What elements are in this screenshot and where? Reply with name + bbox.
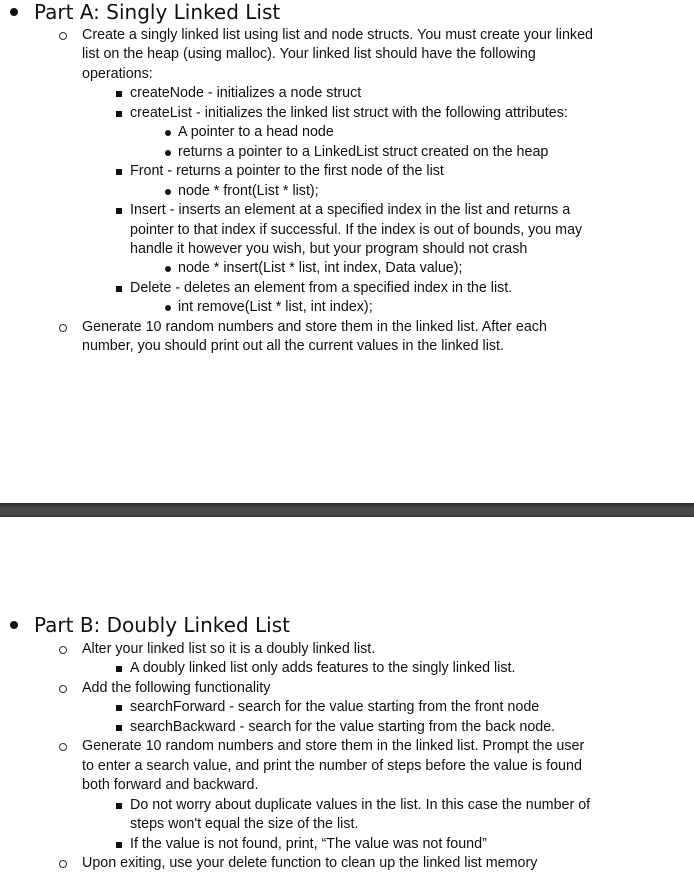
list-item-text: Delete - deletes an element from a specified index in the list. <box>130 279 513 296</box>
page-part-b <box>0 517 694 893</box>
list-item-line <box>130 815 358 835</box>
list-item-text: Add the following functionality <box>82 679 271 696</box>
list-item-line <box>130 84 361 104</box>
list-item-text: both forward and backward. <box>82 777 259 794</box>
list-item-line <box>130 162 444 182</box>
list-item-text: searchBackward - search for the value starting from the back node. <box>130 718 556 735</box>
square-bullet-icon <box>116 803 122 809</box>
list-item-line <box>82 854 537 874</box>
list-item-line <box>82 45 536 65</box>
square-bullet-icon <box>116 725 122 731</box>
list-item-line <box>82 776 258 796</box>
list-item-text: node * insert(List * list, int index, Data value); <box>178 260 463 277</box>
list-item-text: Upon exiting, use your delete function to clean up the linked list memory <box>82 854 538 871</box>
list-item-line <box>130 718 555 738</box>
square-bullet-icon <box>116 91 122 97</box>
list-item-text: If the value is not found, print, “The value was not found” <box>130 835 487 852</box>
list-item-text: Insert - inserts an element at a specified index in the list and returns a <box>130 202 571 219</box>
square-bullet-icon <box>116 842 122 848</box>
list-item-text: operations: <box>82 65 153 82</box>
bullet-icon <box>10 8 18 16</box>
square-bullet-icon <box>116 286 122 292</box>
list-item-line <box>82 26 593 46</box>
square-bullet-icon <box>116 208 122 214</box>
hollow-circle-bullet-icon <box>59 860 67 868</box>
list-item-text: node * front(List * list); <box>178 182 319 199</box>
bullet-icon <box>165 150 171 156</box>
part-a-heading-text: Part A: Singly Linked List <box>34 0 281 24</box>
hollow-circle-bullet-icon <box>59 32 67 40</box>
list-item-line <box>178 259 463 279</box>
bullet-icon <box>165 305 171 311</box>
list-item-line <box>82 757 582 777</box>
list-item-line <box>130 835 487 855</box>
list-item-text: Create a singly linked list using list and node structs. You must create your linked <box>82 27 593 43</box>
list-item-text: returns a pointer to a LinkedList struct created on the heap <box>178 143 549 160</box>
list-item-line <box>82 337 504 357</box>
square-bullet-icon <box>116 111 122 117</box>
bullet-icon <box>165 130 171 136</box>
list-item-text: searchForward - search for the value starting from the front node <box>130 699 540 716</box>
list-item-text: list on the heap (using malloc). Your linked list should have the following <box>82 46 536 63</box>
list-item-line <box>130 659 515 679</box>
hollow-circle-bullet-icon <box>59 685 67 693</box>
hollow-circle-bullet-icon <box>59 646 67 654</box>
list-item-line <box>130 279 512 299</box>
list-item-line <box>130 698 539 718</box>
list-item-text: int remove(List * list, int index); <box>178 299 373 316</box>
square-bullet-icon <box>116 705 122 711</box>
list-item-line <box>130 201 570 221</box>
list-item-line <box>130 221 582 241</box>
list-item-line <box>82 737 584 757</box>
list-item-line <box>178 298 373 318</box>
list-item-line <box>130 240 527 260</box>
list-item-line <box>82 318 547 338</box>
list-item-line <box>178 182 319 202</box>
list-item-text: createList - initializes the linked list struct with the following attributes: <box>130 104 568 121</box>
list-item-line <box>178 123 334 143</box>
list-item-text: pointer to that index if successful. If the index is out of bounds, you may <box>130 221 583 238</box>
list-item-text: Generate 10 random numbers and store them in the linked list. Prompt the user <box>82 738 585 755</box>
hollow-circle-bullet-icon <box>59 743 67 751</box>
list-item-line <box>178 143 548 163</box>
list-item-text: A pointer to a head node <box>178 124 334 141</box>
list-item-text: Alter your linked list so it is a doubly linked list. <box>82 641 376 657</box>
list-item-line <box>82 679 270 699</box>
bullet-icon <box>165 266 171 272</box>
hollow-circle-bullet-icon <box>59 324 67 332</box>
square-bullet-icon <box>116 169 122 175</box>
list-item-text: to enter a search value, and print the number of steps before the value is found <box>82 757 582 774</box>
list-item-text: number, you should print out all the current values in the linked list. <box>82 338 504 355</box>
list-item-text: steps won't equal the size of the list. <box>130 816 359 833</box>
bullet-icon <box>10 621 18 629</box>
list-item-text: Generate 10 random numbers and store them in the linked list. After each <box>82 318 547 335</box>
list-item-text: handle it however you wish, but your program should not crash <box>130 240 528 257</box>
list-item-line <box>82 65 153 85</box>
bullet-icon <box>165 189 171 195</box>
page-separator <box>0 503 694 517</box>
part-b-heading-text: Part B: Doubly Linked List <box>34 613 290 637</box>
list-item-line <box>130 796 590 816</box>
list-item-text: Do not worry about duplicate values in the list. In this case the number of <box>130 796 591 813</box>
list-item-text: Front - returns a pointer to the first node of the list <box>130 163 444 180</box>
list-item-text: A doubly linked list only adds features to the singly linked list. <box>130 660 516 677</box>
square-bullet-icon <box>116 666 122 672</box>
list-item-line <box>130 104 568 124</box>
list-item-line <box>82 640 375 660</box>
list-item-text: createNode - initializes a node struct <box>130 85 362 102</box>
